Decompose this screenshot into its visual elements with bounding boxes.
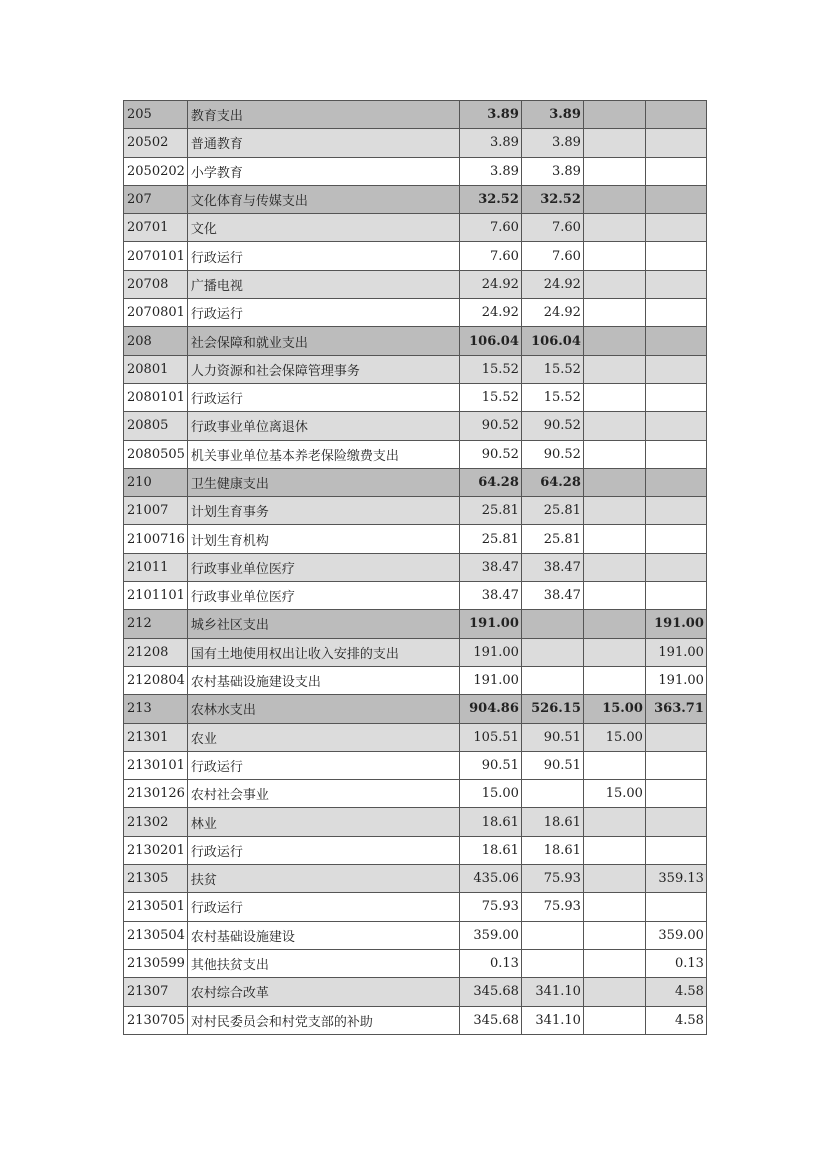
cell-name: 行政运行 bbox=[187, 383, 459, 411]
cell-value-3 bbox=[583, 327, 645, 355]
cell-value-4 bbox=[645, 101, 706, 129]
cell-total: 191.00 bbox=[459, 638, 521, 666]
table-row-subcategory bbox=[124, 497, 707, 525]
cell-code: 21301 bbox=[124, 723, 188, 751]
cell-total: 15.52 bbox=[459, 383, 521, 411]
cell-code: 21011 bbox=[124, 553, 188, 581]
cell-total: 3.89 bbox=[459, 101, 521, 129]
cell-code: 20502 bbox=[124, 129, 188, 157]
cell-value-4 bbox=[645, 468, 706, 496]
cell-code: 21208 bbox=[124, 638, 188, 666]
cell-name: 对村民委员会和村党支部的补助 bbox=[187, 1006, 459, 1034]
cell-value-3 bbox=[583, 582, 645, 610]
cell-value-3 bbox=[583, 865, 645, 893]
cell-name: 行政运行 bbox=[187, 893, 459, 921]
cell-total: 90.51 bbox=[459, 751, 521, 779]
cell-name: 农村基础设施建设 bbox=[187, 921, 459, 949]
cell-code: 20708 bbox=[124, 270, 188, 298]
table-row-item bbox=[124, 1006, 707, 1034]
cell-name: 农林水支出 bbox=[187, 695, 459, 723]
cell-value-4 bbox=[645, 129, 706, 157]
cell-value-4 bbox=[645, 751, 706, 779]
cell-total: 18.61 bbox=[459, 808, 521, 836]
cell-value-2: 7.60 bbox=[521, 242, 583, 270]
cell-name: 国有土地使用权出让收入安排的支出 bbox=[187, 638, 459, 666]
cell-total: 3.89 bbox=[459, 157, 521, 185]
cell-value-2: 25.81 bbox=[521, 525, 583, 553]
cell-name: 行政运行 bbox=[187, 299, 459, 327]
cell-value-4: 363.71 bbox=[645, 695, 706, 723]
cell-value-3 bbox=[583, 157, 645, 185]
cell-value-2: 15.52 bbox=[521, 383, 583, 411]
cell-value-2: 18.61 bbox=[521, 836, 583, 864]
table-row-subcategory bbox=[124, 355, 707, 383]
cell-code: 2120804 bbox=[124, 666, 188, 694]
table-row-item bbox=[124, 525, 707, 553]
cell-code: 2050202 bbox=[124, 157, 188, 185]
cell-name: 农村社会事业 bbox=[187, 780, 459, 808]
cell-value-3 bbox=[583, 355, 645, 383]
cell-code: 205 bbox=[124, 101, 188, 129]
cell-value-3 bbox=[583, 129, 645, 157]
table-row-subcategory bbox=[124, 214, 707, 242]
cell-name: 行政事业单位医疗 bbox=[187, 553, 459, 581]
cell-value-2: 90.51 bbox=[521, 723, 583, 751]
table-row-subcategory bbox=[124, 978, 707, 1006]
cell-value-4: 191.00 bbox=[645, 610, 706, 638]
table-row-item bbox=[124, 836, 707, 864]
cell-total: 15.00 bbox=[459, 780, 521, 808]
cell-name: 文化体育与传媒支出 bbox=[187, 185, 459, 213]
table-row-subcategory bbox=[124, 553, 707, 581]
cell-value-4: 191.00 bbox=[645, 638, 706, 666]
cell-value-2 bbox=[521, 780, 583, 808]
cell-value-4 bbox=[645, 780, 706, 808]
cell-name: 行政事业单位医疗 bbox=[187, 582, 459, 610]
cell-total: 25.81 bbox=[459, 497, 521, 525]
table-row-category bbox=[124, 185, 707, 213]
cell-value-3 bbox=[583, 808, 645, 836]
cell-value-4 bbox=[645, 185, 706, 213]
table-row-item bbox=[124, 157, 707, 185]
cell-value-3 bbox=[583, 610, 645, 638]
cell-value-2: 15.52 bbox=[521, 355, 583, 383]
cell-code: 2130599 bbox=[124, 949, 188, 977]
cell-value-2: 38.47 bbox=[521, 553, 583, 581]
cell-name: 行政运行 bbox=[187, 836, 459, 864]
cell-value-4: 191.00 bbox=[645, 666, 706, 694]
cell-value-3 bbox=[583, 836, 645, 864]
cell-name: 小学教育 bbox=[187, 157, 459, 185]
cell-name: 机关事业单位基本养老保险缴费支出 bbox=[187, 440, 459, 468]
cell-total: 106.04 bbox=[459, 327, 521, 355]
cell-value-2: 64.28 bbox=[521, 468, 583, 496]
cell-name: 行政运行 bbox=[187, 751, 459, 779]
cell-value-2 bbox=[521, 610, 583, 638]
cell-value-3 bbox=[583, 949, 645, 977]
table-row-item bbox=[124, 921, 707, 949]
budget-table-body bbox=[124, 101, 707, 1035]
cell-value-3 bbox=[583, 185, 645, 213]
cell-value-2 bbox=[521, 921, 583, 949]
table-row-category bbox=[124, 695, 707, 723]
cell-value-2: 3.89 bbox=[521, 157, 583, 185]
cell-value-3 bbox=[583, 497, 645, 525]
cell-value-2: 341.10 bbox=[521, 978, 583, 1006]
cell-value-2: 341.10 bbox=[521, 1006, 583, 1034]
table-row-item bbox=[124, 440, 707, 468]
cell-name: 扶贫 bbox=[187, 865, 459, 893]
cell-name: 人力资源和社会保障管理事务 bbox=[187, 355, 459, 383]
cell-value-4 bbox=[645, 836, 706, 864]
cell-name: 行政运行 bbox=[187, 242, 459, 270]
cell-total: 64.28 bbox=[459, 468, 521, 496]
cell-total: 0.13 bbox=[459, 949, 521, 977]
cell-total: 24.92 bbox=[459, 299, 521, 327]
cell-code: 20701 bbox=[124, 214, 188, 242]
cell-value-4 bbox=[645, 497, 706, 525]
cell-value-3 bbox=[583, 299, 645, 327]
cell-code: 21302 bbox=[124, 808, 188, 836]
cell-value-4 bbox=[645, 582, 706, 610]
cell-code: 20805 bbox=[124, 412, 188, 440]
cell-total: 38.47 bbox=[459, 553, 521, 581]
cell-value-4 bbox=[645, 327, 706, 355]
cell-value-3: 15.00 bbox=[583, 723, 645, 751]
cell-code: 2130504 bbox=[124, 921, 188, 949]
cell-value-3 bbox=[583, 893, 645, 921]
cell-value-2: 75.93 bbox=[521, 893, 583, 921]
cell-name: 计划生育事务 bbox=[187, 497, 459, 525]
cell-total: 191.00 bbox=[459, 666, 521, 694]
cell-total: 7.60 bbox=[459, 214, 521, 242]
cell-code: 2080101 bbox=[124, 383, 188, 411]
table-row-item bbox=[124, 299, 707, 327]
cell-name: 广播电视 bbox=[187, 270, 459, 298]
cell-value-2: 32.52 bbox=[521, 185, 583, 213]
cell-total: 105.51 bbox=[459, 723, 521, 751]
cell-total: 75.93 bbox=[459, 893, 521, 921]
cell-value-2 bbox=[521, 638, 583, 666]
table-row-subcategory bbox=[124, 865, 707, 893]
cell-value-3: 15.00 bbox=[583, 695, 645, 723]
cell-value-2: 106.04 bbox=[521, 327, 583, 355]
cell-value-2: 24.92 bbox=[521, 299, 583, 327]
cell-value-3 bbox=[583, 921, 645, 949]
cell-name: 其他扶贫支出 bbox=[187, 949, 459, 977]
budget-table bbox=[123, 100, 707, 1035]
cell-code: 2130705 bbox=[124, 1006, 188, 1034]
cell-code: 2130501 bbox=[124, 893, 188, 921]
cell-value-2: 18.61 bbox=[521, 808, 583, 836]
cell-value-4 bbox=[645, 157, 706, 185]
cell-name: 行政事业单位离退休 bbox=[187, 412, 459, 440]
cell-value-4 bbox=[645, 383, 706, 411]
cell-value-3 bbox=[583, 468, 645, 496]
cell-value-3 bbox=[583, 270, 645, 298]
cell-code: 2101101 bbox=[124, 582, 188, 610]
cell-value-4 bbox=[645, 893, 706, 921]
cell-name: 农业 bbox=[187, 723, 459, 751]
cell-name: 教育支出 bbox=[187, 101, 459, 129]
cell-code: 2130126 bbox=[124, 780, 188, 808]
cell-code: 2100716 bbox=[124, 525, 188, 553]
cell-value-3 bbox=[583, 638, 645, 666]
cell-value-4 bbox=[645, 299, 706, 327]
cell-value-4 bbox=[645, 214, 706, 242]
cell-code: 2070101 bbox=[124, 242, 188, 270]
cell-value-4: 0.13 bbox=[645, 949, 706, 977]
cell-value-3 bbox=[583, 214, 645, 242]
cell-value-4 bbox=[645, 242, 706, 270]
table-row-item bbox=[124, 751, 707, 779]
cell-total: 24.92 bbox=[459, 270, 521, 298]
cell-total: 7.60 bbox=[459, 242, 521, 270]
cell-code: 2130101 bbox=[124, 751, 188, 779]
cell-name: 计划生育机构 bbox=[187, 525, 459, 553]
cell-value-4: 4.58 bbox=[645, 978, 706, 1006]
cell-value-3 bbox=[583, 412, 645, 440]
table-row-item bbox=[124, 666, 707, 694]
table-row-category bbox=[124, 101, 707, 129]
cell-code: 210 bbox=[124, 468, 188, 496]
table-row-subcategory bbox=[124, 412, 707, 440]
cell-value-2: 25.81 bbox=[521, 497, 583, 525]
cell-code: 20801 bbox=[124, 355, 188, 383]
cell-value-3 bbox=[583, 525, 645, 553]
cell-value-3 bbox=[583, 751, 645, 779]
cell-value-4 bbox=[645, 723, 706, 751]
table-row-subcategory bbox=[124, 638, 707, 666]
cell-value-2 bbox=[521, 949, 583, 977]
cell-value-2: 90.52 bbox=[521, 440, 583, 468]
table-row-item bbox=[124, 383, 707, 411]
cell-code: 212 bbox=[124, 610, 188, 638]
cell-value-3 bbox=[583, 1006, 645, 1034]
cell-value-2: 24.92 bbox=[521, 270, 583, 298]
cell-value-3 bbox=[583, 978, 645, 1006]
cell-code: 2080505 bbox=[124, 440, 188, 468]
cell-code: 21307 bbox=[124, 978, 188, 1006]
cell-name: 林业 bbox=[187, 808, 459, 836]
table-row-subcategory bbox=[124, 723, 707, 751]
cell-code: 207 bbox=[124, 185, 188, 213]
cell-total: 25.81 bbox=[459, 525, 521, 553]
table-row-category bbox=[124, 610, 707, 638]
cell-name: 普通教育 bbox=[187, 129, 459, 157]
cell-value-3 bbox=[583, 101, 645, 129]
cell-value-3: 15.00 bbox=[583, 780, 645, 808]
table-row-subcategory bbox=[124, 808, 707, 836]
cell-total: 345.68 bbox=[459, 978, 521, 1006]
cell-total: 359.00 bbox=[459, 921, 521, 949]
table-row-item bbox=[124, 949, 707, 977]
cell-value-2: 75.93 bbox=[521, 865, 583, 893]
cell-value-2: 38.47 bbox=[521, 582, 583, 610]
cell-value-3 bbox=[583, 383, 645, 411]
cell-value-2: 90.52 bbox=[521, 412, 583, 440]
cell-code: 213 bbox=[124, 695, 188, 723]
cell-name: 城乡社区支出 bbox=[187, 610, 459, 638]
table-row-category bbox=[124, 327, 707, 355]
cell-total: 18.61 bbox=[459, 836, 521, 864]
cell-total: 904.86 bbox=[459, 695, 521, 723]
table-row-item bbox=[124, 893, 707, 921]
cell-value-4 bbox=[645, 412, 706, 440]
cell-total: 345.68 bbox=[459, 1006, 521, 1034]
cell-code: 2130201 bbox=[124, 836, 188, 864]
cell-total: 90.52 bbox=[459, 412, 521, 440]
cell-value-2: 3.89 bbox=[521, 101, 583, 129]
cell-value-4 bbox=[645, 808, 706, 836]
cell-value-3 bbox=[583, 666, 645, 694]
cell-total: 15.52 bbox=[459, 355, 521, 383]
cell-name: 社会保障和就业支出 bbox=[187, 327, 459, 355]
table-row-item bbox=[124, 582, 707, 610]
cell-total: 38.47 bbox=[459, 582, 521, 610]
cell-value-2: 90.51 bbox=[521, 751, 583, 779]
cell-name: 农村综合改革 bbox=[187, 978, 459, 1006]
cell-value-4 bbox=[645, 553, 706, 581]
cell-code: 208 bbox=[124, 327, 188, 355]
cell-total: 191.00 bbox=[459, 610, 521, 638]
cell-code: 2070801 bbox=[124, 299, 188, 327]
cell-value-4: 359.00 bbox=[645, 921, 706, 949]
table-row-subcategory bbox=[124, 270, 707, 298]
cell-name: 农村基础设施建设支出 bbox=[187, 666, 459, 694]
cell-name: 卫生健康支出 bbox=[187, 468, 459, 496]
cell-value-2: 7.60 bbox=[521, 214, 583, 242]
cell-value-4 bbox=[645, 440, 706, 468]
cell-value-3 bbox=[583, 242, 645, 270]
cell-value-4: 4.58 bbox=[645, 1006, 706, 1034]
cell-value-4 bbox=[645, 270, 706, 298]
cell-total: 435.06 bbox=[459, 865, 521, 893]
cell-value-2: 526.15 bbox=[521, 695, 583, 723]
cell-code: 21305 bbox=[124, 865, 188, 893]
cell-total: 32.52 bbox=[459, 185, 521, 213]
table-row-item bbox=[124, 242, 707, 270]
cell-value-2 bbox=[521, 666, 583, 694]
cell-value-2: 3.89 bbox=[521, 129, 583, 157]
cell-value-4 bbox=[645, 355, 706, 383]
table-row-subcategory bbox=[124, 129, 707, 157]
cell-total: 3.89 bbox=[459, 129, 521, 157]
cell-total: 90.52 bbox=[459, 440, 521, 468]
cell-value-4 bbox=[645, 525, 706, 553]
cell-value-4: 359.13 bbox=[645, 865, 706, 893]
cell-name: 文化 bbox=[187, 214, 459, 242]
cell-value-3 bbox=[583, 440, 645, 468]
table-row-item bbox=[124, 780, 707, 808]
cell-code: 21007 bbox=[124, 497, 188, 525]
cell-value-3 bbox=[583, 553, 645, 581]
table-row-category bbox=[124, 468, 707, 496]
